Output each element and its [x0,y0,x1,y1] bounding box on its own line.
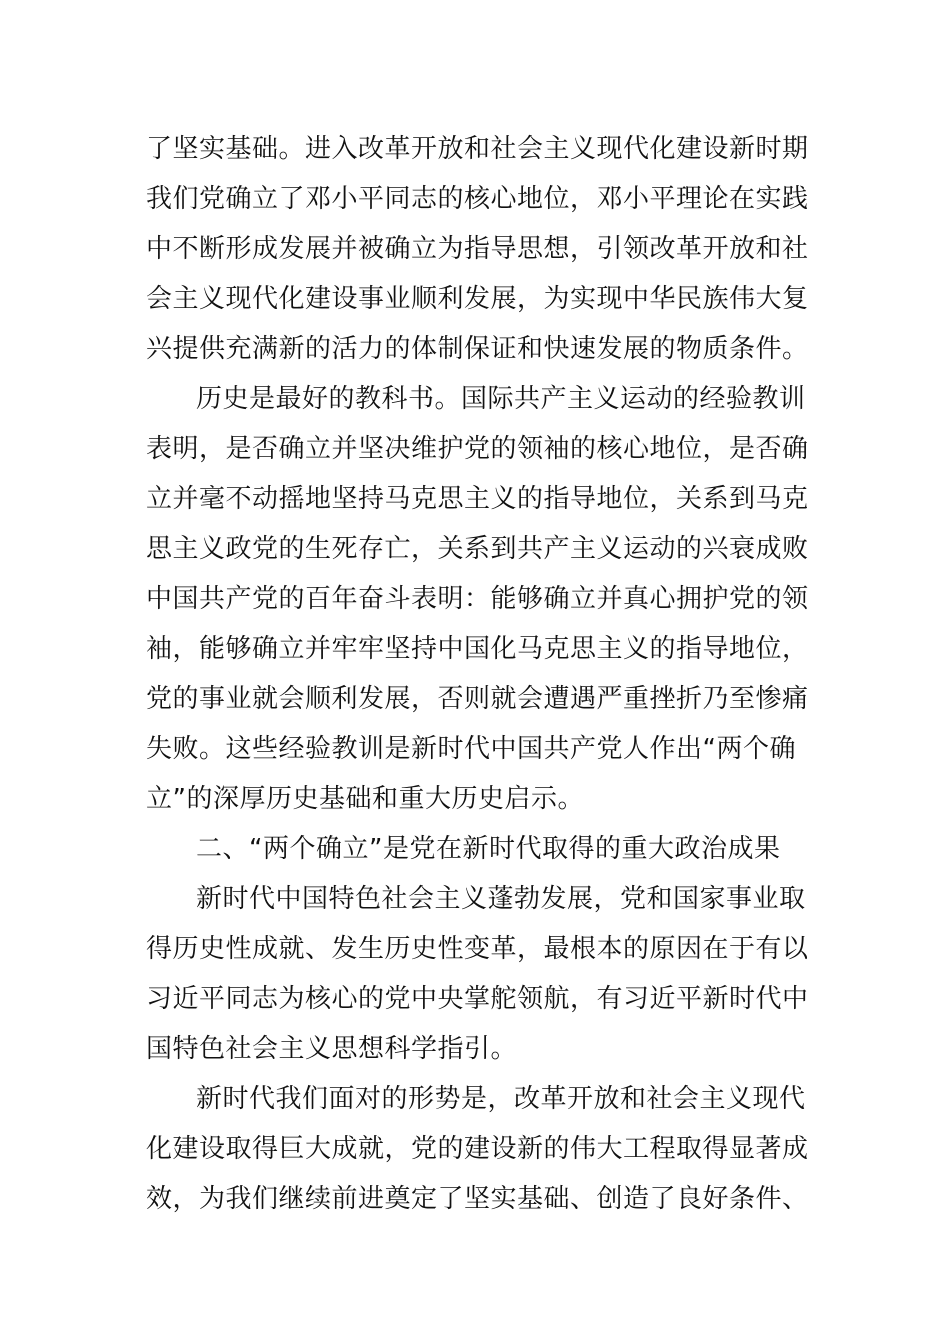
text-line: 会主义现代化建设事业顺利发展，为实现中华民族伟大复 [146,284,809,314]
paragraph-first-line: 新时代中国特色社会主义蓬勃发展，党和国家事业取 [196,884,806,914]
text-line: 党的事业就会顺利发展，否则就会遭遇严重挫折乃至惨痛 [146,684,809,714]
text-line: 立”的深厚历史基础和重大历史启示。 [146,784,584,814]
paragraph-first-line: 新时代我们面对的形势是，改革开放和社会主义现代 [196,1084,806,1114]
text-line: 思主义政党的生死存亡，关系到共产主义运动的兴衰成败 [146,534,809,564]
text-line: 表明，是否确立并坚决维护党的领袖的核心地位，是否确 [146,434,809,464]
text-line: 中不断形成发展并被确立为指导思想，引领改革开放和社 [146,234,809,264]
paragraph-first-line: 历史是最好的教科书。国际共产主义运动的经验教训 [196,384,806,414]
text-line: 得历史性成就、发生历史性变革，最根本的原因在于有以 [146,934,809,964]
text-line: 我们党确立了邓小平同志的核心地位，邓小平理论在实践 [146,184,809,214]
section-heading: 二、“两个确立”是党在新时代取得的重大政治成果 [196,834,781,864]
text-line: 失败。这些经验教训是新时代中国共产党人作出“两个确 [146,734,796,764]
text-line: 中国共产党的百年奋斗表明：能够确立并真心拥护党的领 [146,584,809,614]
text-line: 兴提供充满新的活力的体制保证和快速发展的物质条件。 [146,334,809,364]
text-line: 了坚实基础。进入改革开放和社会主义现代化建设新时期 [146,134,809,164]
text-line: 习近平同志为核心的党中央掌舵领航，有习近平新时代中 [146,984,809,1014]
text-line: 效，为我们继续前进奠定了坚实基础、创造了良好条件、 [146,1184,809,1214]
text-line: 立并毫不动摇地坚持马克思主义的指导地位，关系到马克 [146,484,809,514]
text-line: 袖，能够确立并牢牢坚持中国化马克思主义的指导地位， [146,634,809,664]
text-line: 化建设取得巨大成就，党的建设新的伟大工程取得显著成 [146,1134,809,1164]
text-line: 国特色社会主义思想科学指引。 [146,1034,518,1064]
